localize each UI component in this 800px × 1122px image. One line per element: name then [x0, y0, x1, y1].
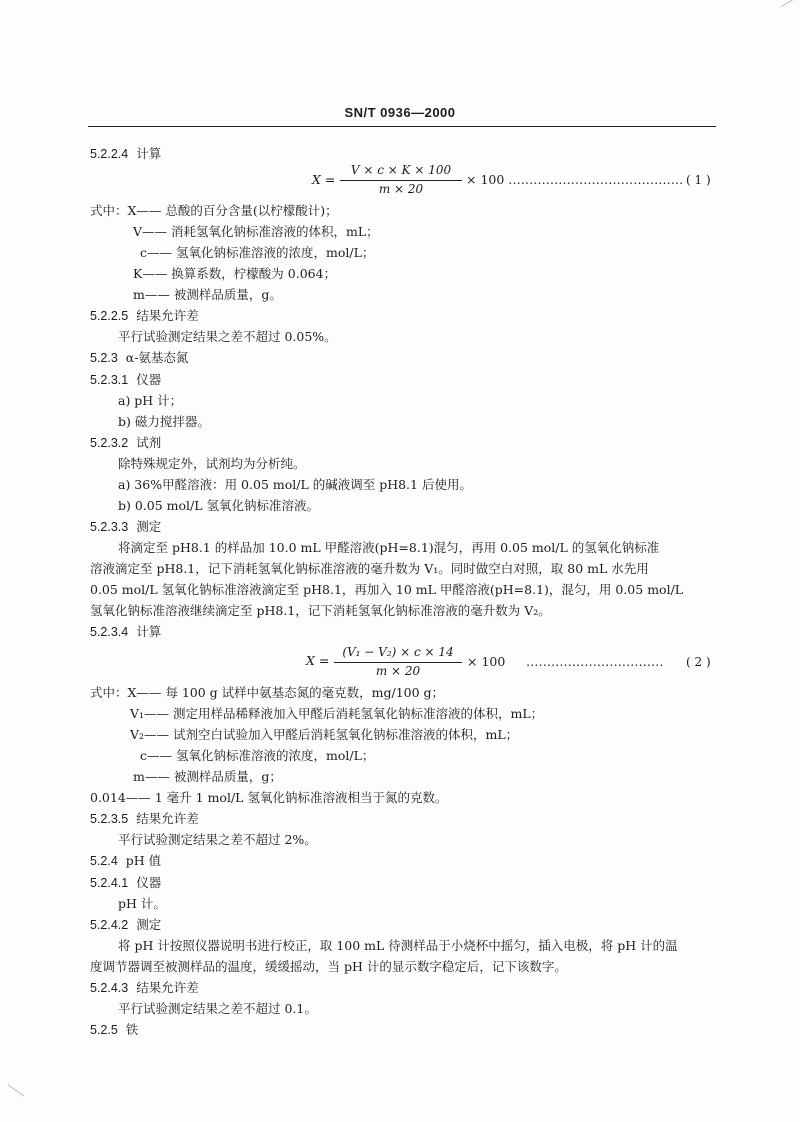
where2-line: V₂—— 试剂空白试验加入甲醛后消耗氢氧化钠标准溶液的体积，mL； — [130, 727, 519, 742]
where1-line: V—— 消耗氢氧化钠标准溶液的体积，mL； — [133, 224, 379, 239]
where1-line: K—— 换算系数，柠檬酸为 0.064； — [133, 266, 337, 281]
section-5-2-2-5 — [90, 308, 199, 324]
section-number: 5.2.3 — [90, 351, 118, 365]
section-5-2-3-2 — [90, 435, 161, 451]
section-number: 5.2.3.4 — [90, 625, 129, 639]
where2-line: V₁—— 测定用样品稀释液加入甲醛后消耗氢氧化钠标准溶液的体积，mL； — [130, 706, 544, 721]
section-number: 5.2.5 — [90, 1023, 118, 1037]
list-item: a) pH 计； — [118, 393, 183, 408]
section-5-2-3-3 — [90, 519, 161, 535]
section-title: 结果允许差 — [136, 811, 199, 826]
eq2-dots: …………………………… — [526, 654, 664, 669]
section-5-2-4-1 — [90, 875, 161, 891]
section-title: 计算 — [136, 624, 162, 639]
eq2-lhs: X = — [306, 653, 330, 668]
section-title: 仪器 — [136, 372, 162, 387]
paragraph-line: 度调节器调至被测样品的温度，缓缓摇动，当 pH 计的显示数字稳定后，记下该数字。 — [90, 959, 567, 974]
section-number: 5.2.3.1 — [90, 373, 129, 387]
paragraph: pH 计。 — [118, 896, 166, 911]
where1-line: 式中：X—— 总酸的百分含量(以柠檬酸计)； — [90, 203, 338, 218]
section-5-2-4 — [90, 853, 161, 869]
section-5-2-5 — [90, 1022, 138, 1038]
paragraph-line: 0.05 mol/L 氢氧化钠标准溶液滴定至 pH8.1，再加入 10 mL 甲醛溶液(pH=8.1)，混匀，用 0.05 mol/L — [90, 582, 684, 597]
eq1-numerator: V × c × K × 100 — [350, 163, 452, 177]
paragraph-line: 溶液滴定至 pH8.1，记下消耗氢氧化钠标准溶液的毫升数为 V₁。同时做空白对照，取 80 mL 水先用 — [90, 561, 649, 576]
section-number: 5.2.3.3 — [90, 520, 129, 534]
where2-line: 式中：X—— 每 100 g 试样中氨基态氮的毫克数，mg/100 g； — [90, 685, 445, 700]
scan-mark — [781, 0, 795, 7]
section-5-2-4-3 — [90, 980, 199, 996]
section-title: 试剂 — [136, 435, 162, 450]
where2-line: c—— 氢氧化钠标准溶液的浓度，mol/L； — [140, 748, 375, 763]
where2-line: m—— 被测样品质量，g； — [133, 769, 282, 784]
scan-mark — [8, 1084, 25, 1096]
paragraph-line: 将滴定至 pH8.1 的样品加 10.0 mL 甲醛溶液(pH=8.1)混匀，再用 0.05 mol/L 的氢氧化钠标准 — [118, 540, 660, 555]
header-rule — [88, 126, 716, 127]
section-number: 5.2.3.5 — [90, 812, 129, 826]
where2-line: 0.014—— 1 毫升 1 mol/L 氢氧化钠标准溶液相当于氮的克数。 — [90, 790, 448, 805]
section-title: 结果允许差 — [136, 980, 199, 995]
section-number: 5.2.3.2 — [90, 436, 129, 450]
section-5-2-3-1 — [90, 372, 161, 388]
section-number: 5.2.2.4 — [90, 147, 129, 161]
eq1-denominator: m × 20 — [378, 182, 424, 196]
list-item: b) 磁力搅拌器。 — [118, 414, 210, 429]
section-title: 铁 — [125, 1022, 139, 1037]
section-title: α-氨基态氮 — [125, 350, 189, 365]
eq1-number: ( 1 ) — [686, 173, 711, 187]
section-title: 测定 — [136, 917, 162, 932]
eq1-fraction-bar — [340, 180, 462, 181]
section-title: 结果允许差 — [136, 308, 199, 323]
eq2-fraction-bar — [334, 662, 462, 663]
eq1-lhs: X = — [312, 172, 336, 187]
paragraph-line: 将 pH 计按照仪器说明书进行校正，取 100 mL 待测样品于小烧杯中摇匀，插入电极，将 pH 计的温 — [118, 938, 678, 953]
eq2-number: ( 2 ) — [686, 655, 711, 669]
where1-line: c—— 氢氧化钠标准溶液的浓度，mol/L； — [140, 245, 375, 260]
section-title: 测定 — [136, 519, 162, 534]
eq1-tail: × 100 …………………………………… — [466, 172, 684, 187]
section-number: 5.2.4.1 — [90, 876, 129, 890]
section-title: 仪器 — [136, 875, 162, 890]
section-number: 5.2.4 — [90, 854, 118, 868]
section-5-2-3-5 — [90, 811, 199, 827]
section-5-2-3 — [90, 350, 188, 366]
section-number: 5.2.4.2 — [90, 918, 129, 932]
section-number: 5.2.2.5 — [90, 309, 129, 323]
eq2-denominator: m × 20 — [375, 664, 421, 678]
list-item: b) 0.05 mol/L 氢氧化钠标准溶液。 — [118, 498, 320, 513]
where1-line: m—— 被测样品质量，g。 — [133, 287, 282, 302]
section-5-2-3-4 — [90, 624, 161, 640]
paragraph-line: 氢氧化钠标准溶液继续滴定至 pH8.1，记下消耗氢氧化钠标准溶液的毫升数为 V₂。 — [90, 603, 551, 618]
list-item: a) 36%甲醛溶液：用 0.05 mol/L 的碱液调至 pH8.1 后使用。 — [118, 477, 472, 492]
section-title: 计算 — [136, 146, 162, 161]
section-5-2-4-2 — [90, 917, 161, 933]
section-number: 5.2.4.3 — [90, 981, 129, 995]
section-title: pH 值 — [125, 853, 162, 868]
paragraph: 平行试验测定结果之差不超过 2%。 — [118, 832, 317, 847]
eq2-tail: × 100 — [467, 654, 506, 669]
eq2-numerator: (V₁ − V₂) × c × 14 — [342, 645, 454, 659]
paragraph: 平行试验测定结果之差不超过 0.05%。 — [118, 329, 337, 344]
paragraph: 除特殊规定外，试剂均为分析纯。 — [118, 456, 306, 471]
paragraph: 平行试验测定结果之差不超过 0.1。 — [118, 1001, 317, 1016]
section-5-2-2-4 — [90, 146, 161, 162]
page-header-code: SN/T 0936—2000 — [344, 105, 456, 120]
